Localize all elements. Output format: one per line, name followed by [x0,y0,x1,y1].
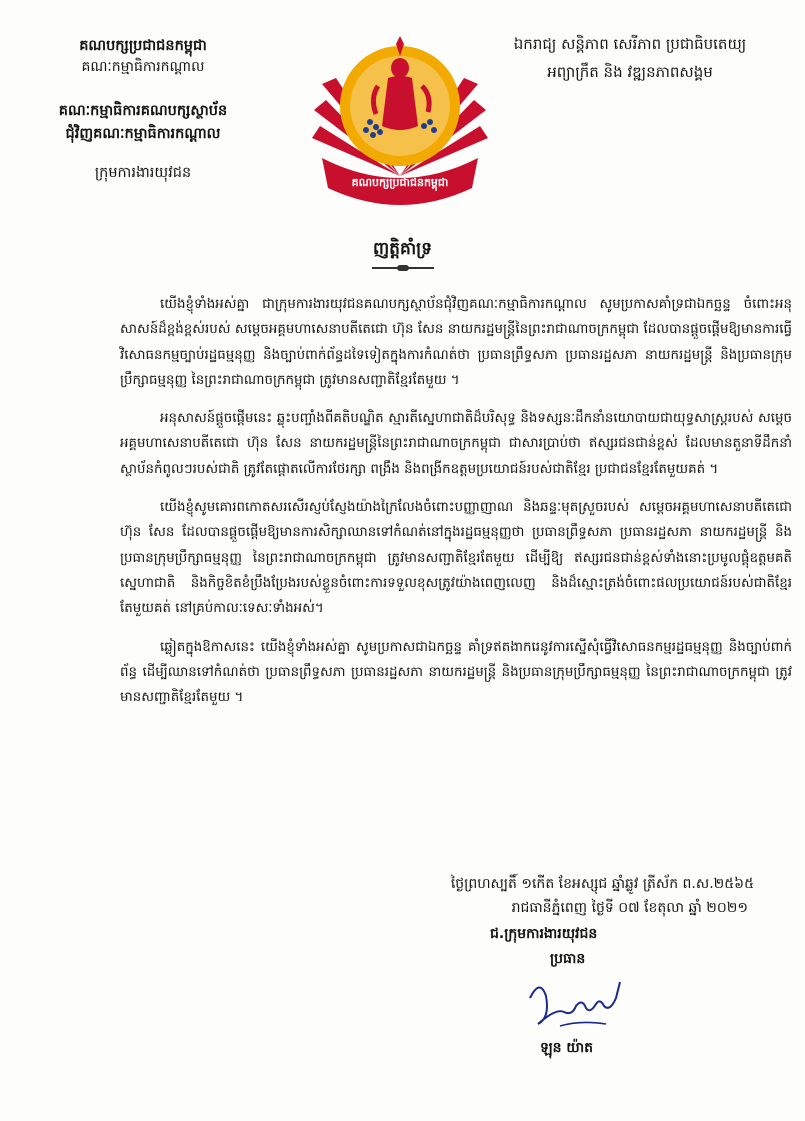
youth-working-group: ក្រុមការងារយុវជន [94,165,192,181]
institution-committee-sub: ជុំវិញគណៈកម្មាធិការកណ្តាល [65,126,221,142]
signatory-organization: ជ.ក្រុមការងារយុវជន [490,926,598,942]
paragraph-4: ឆ្លៀតក្នុងឱកាសនេះ យើងខ្ញុំទាំងអស់គ្នា សូមប្រកាសជាឯកច្ឆន្ទ គាំទ្រឥតងាករេនូវការស្នើសុំធ្វើវិសោធនកម្មរដ្ឋធម្មនុញ្ញ និងច្បាប់ពាក់ព័ន្ធ ដើម្បីឈានទៅកំណត់ថា ប្រធានព្រឹទ្ធសភា ប្រធានរដ្ឋសភា នាយករដ្ឋមន្ត្រី និងប្រធានក្រុមប្រឹក្សាធម្មនុញ្ញ នៃព្រះរាជាណាចក្រកម្ពុជា ត្រូវមានសញ្ជាតិខ្មែរតែមួយ ។ [120,639,792,706]
paragraph-2: អនុសាសន៍ផ្តួចផ្តើមនេះ ឆ្លុះបញ្ចាំងពីគតិបណ្ឌិត ស្មារតីស្នេហាជាតិដ៏បរិសុទ្ធ និងទស្សនៈដឹកនាំនយោបាយជាយុទ្ធសាស្ត្ររបស់ សម្តេចអគ្គមហាសេនាបតីតេជោ ហ៊ុន សែន នាយករដ្ឋមន្ត្រីនៃព្រះរាជាណាចក្រកម្ពុជា ជាសារប្រាប់ថា ឥស្សរជនជាន់ខ្ពស់ ដែលមានតួនាទីដឹកនាំស្ថាប័នកំពូលៗរបស់ជាតិ ត្រូវតែផ្តោតលើការថែរក្សា ពង្រឹង និងពង្រីកឧត្តមប្រយោជន៍របស់ជាតិខ្មែរ ប្រជាជនខ្មែរតែមួយគត់ ។ [120,411,792,477]
central-committee: គណៈកម្មាធិការកណ្តាល [81,59,205,75]
party-name: គណបក្សប្រជាជនកម្ពុជា [79,38,207,54]
national-motto [470,30,790,86]
signatory-role: ប្រធាន [550,951,586,967]
title-divider [372,267,434,269]
motto-line-2: អព្យាក្រឹត និង វឌ្ឍនភាពសង្គម [547,63,713,81]
emblem-banner-text: គណបក្សប្រជាជនកម្ពុជា [351,176,449,189]
signature-block [330,872,800,1056]
paragraph-3: យើងខ្ញុំសូមគោរពកោតសរសើរស្ញប់ស្ញែងយ៉ាងក្រៃលែងចំពោះបញ្ញាញាណ និងឆន្ទៈមុតស្រួចរបស់ សម្តេចអគ្គមហាសេនាបតីតេជោ ហ៊ុន សែន ដែលបានផ្តួចផ្តើមឱ្យមានការសិក្សាឈានទៅកំណត់នៅក្នុងរដ្ឋធម្មនុញ្ញថា ប្រធានព្រឹទ្ធសភា ប្រធានរដ្ឋសភា នាយករដ្ឋមន្ត្រី និងប្រធានក្រុមប្រឹក្សាធម្មនុញ្ញ នៃព្រះរាជាណាចក្រកម្ពុជា ត្រូវមានសញ្ជាតិខ្មែរតែមួយ ដើម្បីឱ្យ ឥស្សរជនជាន់ខ្ពស់ទាំងនោះប្រមូលផ្តុំឧត្តមគតិស្នេហាជាតិ និងកិច្ចខិតខំប្រឹងប្រែងរបស់ខ្លួនចំពោះការទទួលខុសត្រូវយ៉ាងពេញលេញ និងដ៏ស្មោះត្រង់ចំពោះផលប្រយោជន៍របស់ជាតិខ្មែរតែមួយគត់ នៅគ្រប់កាលៈទេសៈទាំងអស់។ [120,500,792,617]
signatory-name: ឡុន យ៉ាត [540,1040,594,1056]
lunar-date: ថ្ងៃព្រហស្បតិ៍ ១កើត ខែអស្សុជ ឆ្នាំឆ្លូវ ត្រីស័ក ព.ស.២៥៦៥ [450,876,754,892]
paragraph-1: យើងខ្ញុំទាំងអស់គ្នា ជាក្រុមការងារយុវជនគណបក្សស្ថាប័នជុំវិញគណៈកម្មាធិការកណ្តាល សូមប្រកាសគាំទ្រជាឯកច្ឆន្ទ ចំពោះអនុសាសន៍ដ៏ខ្ពង់ខ្ពស់របស់ សម្តេចអគ្គមហាសេនាបតីតេជោ ហ៊ុន សែន នាយករដ្ឋមន្ត្រីនៃព្រះរាជាណាចក្រកម្ពុជា ដែលបានផ្តួចផ្តើមឱ្យមានការធ្វើវិសោធនកម្មច្បាប់រដ្ឋធម្មនុញ្ញ និងច្បាប់ពាក់ព័ន្ធដទៃទៀតក្នុងការកំណត់ថា ប្រធានព្រឹទ្ធសភា ប្រធានរដ្ឋសភា នាយករដ្ឋមន្ត្រី និងប្រធានក្រុមប្រឹក្សាធម្មនុញ្ញ នៃព្រះរាជាណាចក្រកម្ពុជា ត្រូវមានសញ្ជាតិខ្មែរតែមួយ ។ [120,297,792,388]
motto-line-1: ឯករាជ្យ សន្តិភាព សេរីភាព ប្រជាធិបតេយ្យ [513,35,747,53]
solar-date: រាជធានីភ្នំពេញ ថ្ងៃទី ០៧ ខែតុលា ឆ្នាំ ២០២១ [511,900,748,916]
document-body [120,292,792,723]
handwritten-signature [520,968,630,1038]
document-title: ញត្តិគាំទ្រ [372,239,433,259]
party-header [18,36,268,184]
institution-committee: គណៈកម្មាធិការគណបក្សស្ថាប័ន [58,103,228,119]
